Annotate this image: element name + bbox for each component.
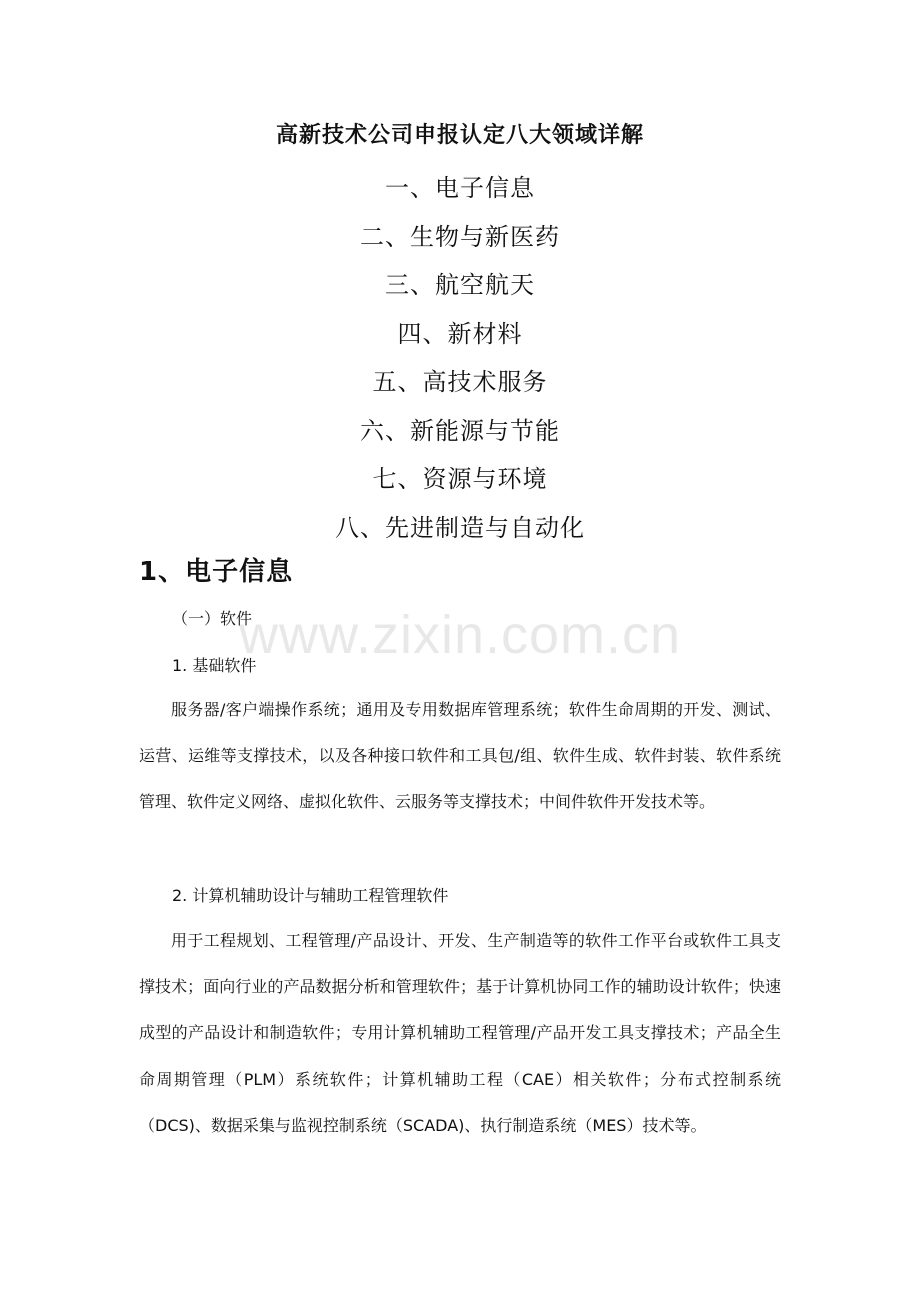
toc-item: 三、航空航天	[385, 271, 535, 299]
toc-item: 八、先进制造与自动化	[335, 513, 585, 542]
item-heading: 1. 基础软件	[172, 656, 257, 675]
toc-item: 七、资源与环境	[372, 465, 548, 493]
watermark: www.zixin.com.cn	[238, 605, 682, 665]
toc-item: 六、新能源与节能	[360, 416, 560, 445]
section-heading: 1、电子信息	[139, 557, 294, 587]
item-heading: 2. 计算机辅助设计与辅助工程管理软件	[172, 886, 449, 905]
paragraph: 用于工程规划、工程管理/产品设计、开发、生产制造等的软件工作平台或软件工具支撑技术；面向行业的产品数据分析和管理软件；基于计算机协同工作的辅助设计软件；快速成型的产品设计和制造软件；专用计算机辅助工程管理/产品开发工具支撑技术；产品全生命周期管理（PLM）系统软件；计算机辅助工程（CAE）相关软件；分布式控制系统（DCS)、数据采集与监视控制系统（SCADA)、执行制造系统（MES）技术等。	[139, 931, 781, 1135]
toc-item: 二、生物与新医药	[360, 222, 560, 251]
toc-item: 五、高技术服务	[372, 368, 548, 396]
subsection-heading: （一）软件	[172, 609, 253, 628]
toc-item: 四、新材料	[397, 319, 523, 348]
document-title: 高新技术公司申报认定八大领域详解	[275, 123, 644, 148]
paragraph: 服务器/客户端操作系统；通用及专用数据库管理系统；软件生命周期的开发、测试、运营、运维等支撑技术，以及各种接口软件和工具包/组、软件生成、软件封装、软件系统管理、软件定义网络、虚拟化软件、云服务等支撑技术；中间件软件开发技术等。	[139, 700, 781, 812]
toc-item: 一、电子信息	[385, 174, 535, 202]
table-of-contents	[0, 164, 920, 552]
